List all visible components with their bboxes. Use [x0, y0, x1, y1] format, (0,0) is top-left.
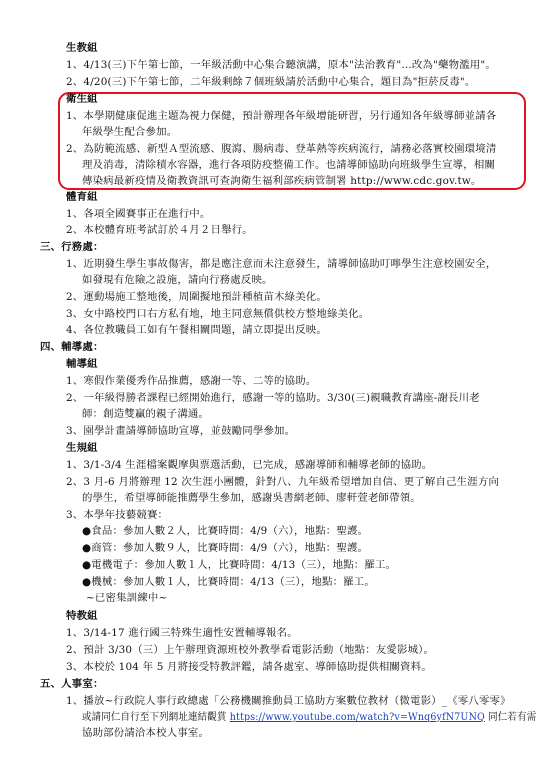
- list-item-continued: [82, 711, 536, 724]
- list-item: 2、本校體育班考試訂於４月２日舉行。: [66, 224, 253, 236]
- list-item: 3、園學計畫請導師協助宣導，並鼓勵同學參加。: [66, 425, 296, 437]
- subsection-title-special-education: 特教組: [66, 610, 98, 622]
- section-title-counseling: 四、輔導處：: [40, 341, 104, 353]
- list-item: 2、一年級得勝者課程已經開始進行，感謝一等的協助。3/30(三)親職教育講座-謝長川老: [66, 392, 480, 404]
- note-text: ~已密集訓練中~: [86, 592, 168, 604]
- list-item-continued: 理及消毒，清除積水容器，進行各項防疫整備工作。也請導師協助向班級學生宣導，相關: [82, 159, 496, 171]
- bullet-item: ●食品：參加人數２人，比賽時間：4/9（六），地點：聖護。: [82, 525, 369, 537]
- list-item: 2、3 月-6 月將辦理 12 次生涯小團體，針對八、九年級希望增加自信、更了解自己生涯方向: [66, 476, 500, 488]
- list-item: 1、近期發生學生事故傷害，都是應注意而未注意發生，請導師協助叮嚀學生注意校園安全，: [66, 258, 497, 270]
- list-item: 2、為防範流感、新型Ａ型流感、腹瀉、腸病毒、登革熱等疾病流行，請務必落實校園環境清: [66, 143, 497, 155]
- bullet-item: ●機械：參加人數１人，比賽時間：4/13（三），地點：羅工。: [82, 576, 375, 588]
- list-item: 3、本校於 104 年 5 月將接受特教評鑑，請各處室、導師協助提供相關資料。: [66, 661, 432, 673]
- list-item: 1、各項全國賽事正在進行中。: [66, 208, 211, 220]
- list-item: 2、運動場施工整地後，周圍擬地預計種植苗木綠美化。: [66, 291, 327, 303]
- section-title-personnel: 五、人事室：: [40, 678, 104, 690]
- link-intro-text: 或請同仁自行至下列網址連結觀賞: [82, 711, 230, 723]
- section-title-general-affairs: 三、行務處：: [40, 241, 104, 253]
- bullet-item: ●商管：參加人數９人，比賽時間：4/9（六），地點：聖護。: [82, 542, 369, 554]
- list-item: 1、本學期健康促進主題為視力保健，預計辦理各年級增能研習，另行通知各年級導師並請各: [66, 110, 497, 122]
- youtube-link[interactable]: https://www.youtube.com/watch?v=Wnq6yfN7UNQ: [229, 711, 485, 723]
- list-item-continued: 如發現有危險之設施，請向行務處反映。: [82, 274, 273, 286]
- list-item-continued: 的學生，希望導師能推薦學生參加，感謝吳書網老師、廖軒萱老師帶領。: [82, 492, 421, 504]
- list-item: 1、4/13(三)下午第七節，一年級活動中心集合聽演講，原本"法治教育"...改為"藥物濫用"。: [66, 59, 496, 71]
- list-item: 2、4/20(三)下午第七節，二年級剩餘７個班級請於活動中心集合，題目為"拒菸反毒"。: [66, 76, 476, 88]
- list-item: 1、3/1-3/4 生涯檔案觀摩與票選活動，已完成，感謝導師和輔導老師的協助。: [66, 459, 433, 471]
- list-item: 1、寒假作業優秀作品推薦，感謝一等、二等的協助。: [66, 375, 317, 387]
- list-item: 2、預計 3/30（三）上午辦理資源班校外教學看電影活動（地點：友愛影城）。: [66, 644, 435, 656]
- link-followup-text: 同仁若有需: [484, 711, 537, 723]
- section-title-sports: 體育組: [66, 191, 98, 203]
- subsection-title-career: 生規組: [66, 442, 98, 454]
- list-item: 3、本學年技藝競賽：: [66, 509, 169, 521]
- list-item-continued: 協助部份請洽本校人事室。: [82, 727, 210, 739]
- list-item-continued: 師：創造雙贏的親子溝通。: [82, 408, 210, 420]
- section-title-life-education: 生教組: [66, 42, 98, 54]
- bullet-item: ●電機電子：參加人數１人，比賽時間：4/13（三），地點：羅工。: [82, 559, 397, 571]
- section-title-health: 衛生組: [66, 93, 98, 105]
- list-item: 3、女中路校門口右方私有地，地主同意無償供校方整地綠美化。: [66, 308, 370, 320]
- list-item: 1、播放~行政院人事行政總處「公務機關推動員工協助方案數位教材（微電影）_《零八零零》: [66, 695, 511, 707]
- subsection-title-guidance: 輔導組: [66, 358, 98, 370]
- list-item-continued: 傳染病最新疫情及衛教資訊可查詢衛生福利部疾病管制署 http://www.cdc.gov.tw。: [82, 175, 482, 187]
- list-item: 4、各位教職員工如有午餐相關問題，請立即提出反映。: [66, 324, 327, 336]
- list-item: 1、3/14-17 進行國三特殊生適性安置輔導報名。: [66, 627, 298, 639]
- list-item-continued: 年級學生配合參加。: [82, 126, 178, 138]
